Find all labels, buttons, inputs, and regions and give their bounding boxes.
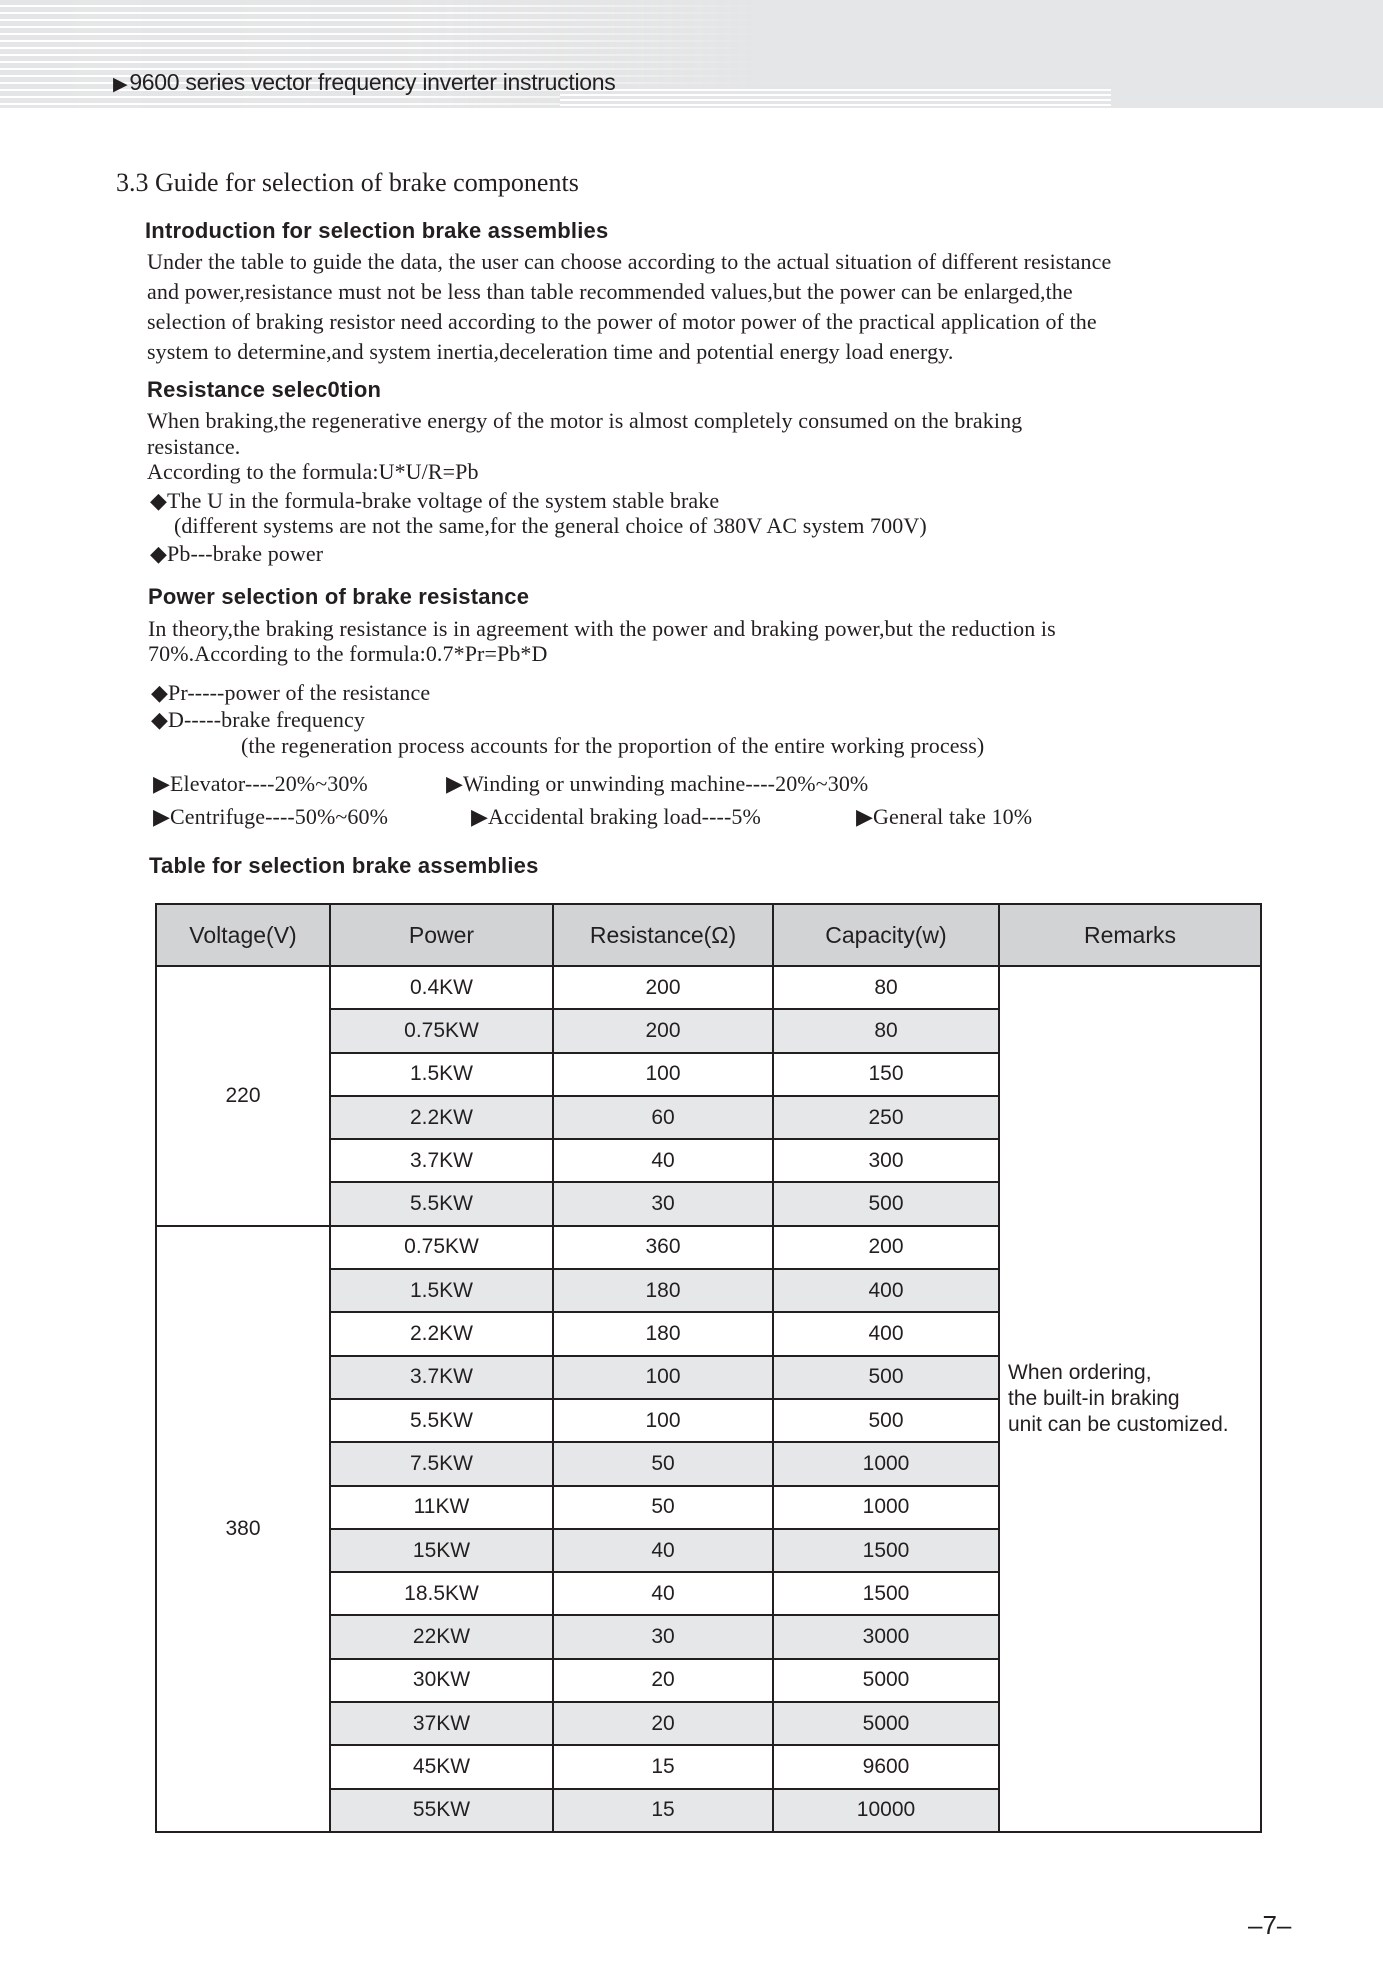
power-cell: 3.7KW — [330, 1356, 553, 1399]
power-cell: 55KW — [330, 1789, 553, 1832]
example-general: ▶General take 10% — [856, 804, 1033, 829]
intro-line: and power,resistance must not be less than table recommended values,but the power can be enlarged,the — [147, 279, 1073, 304]
power-cell: 18.5KW — [330, 1572, 553, 1615]
intro-line: selection of braking resistor need according to the power of motor power of the practical application of the — [147, 309, 1097, 334]
resistance-cell: 40 — [553, 1572, 773, 1615]
resistance-cell: 360 — [553, 1226, 773, 1269]
capacity-cell: 250 — [773, 1096, 999, 1139]
resistance-cell: 60 — [553, 1096, 773, 1139]
power-cell: 1.5KW — [330, 1053, 553, 1096]
formula-line: According to the formula:U*U/R=Pb — [147, 459, 479, 484]
capacity-cell: 500 — [773, 1182, 999, 1225]
example-elevator: ▶Elevator----20%~30% — [153, 771, 368, 796]
capacity-cell: 1500 — [773, 1529, 999, 1572]
power-cell: 5.5KW — [330, 1399, 553, 1442]
bullet-note: (the regeneration process accounts for the proportion of the entire working process) — [241, 733, 985, 758]
resistance-cell: 30 — [553, 1615, 773, 1658]
resistance-cell: 15 — [553, 1745, 773, 1788]
resistance-cell: 100 — [553, 1356, 773, 1399]
bullet-item: ◆Pr-----power of the resistance — [151, 680, 431, 705]
remarks-line: unit can be customized. — [1008, 1412, 1229, 1436]
example-centrifuge: ▶Centrifuge----50%~60% — [153, 804, 389, 829]
power-cell: 2.2KW — [330, 1312, 553, 1355]
power-selection-heading: Power selection of brake resistance — [148, 584, 530, 609]
resistance-cell: 100 — [553, 1053, 773, 1096]
capacity-cell: 300 — [773, 1139, 999, 1182]
formula-line: 70%.According to the formula:0.7*Pr=Pb*D — [148, 641, 548, 666]
resistance-selection-heading: Resistance selec0tion — [147, 377, 382, 402]
capacity-cell: 1000 — [773, 1486, 999, 1529]
triangle-marker-icon: ▶ — [113, 74, 128, 95]
capacity-cell: 400 — [773, 1269, 999, 1312]
column-header-power: Power — [330, 904, 553, 966]
example-accidental-load: ▶Accidental braking load----5% — [471, 804, 761, 829]
intro-line: system to determine,and system inertia,deceleration time and potential energy load energy. — [147, 339, 954, 364]
bullet-note: (different systems are not the same,for the general choice of 380V AC system 700V) — [174, 513, 927, 538]
resistance-cell: 50 — [553, 1486, 773, 1529]
column-header-capacity: Capacity(w) — [773, 904, 999, 966]
capacity-cell: 5000 — [773, 1659, 999, 1702]
header-stripes-decoration-right — [560, 86, 1111, 108]
brake-selection-table — [155, 903, 1262, 1833]
power-cell: 0.75KW — [330, 1226, 553, 1269]
power-line: In theory,the braking resistance is in agreement with the power and braking power,but the reduction is — [148, 616, 1056, 641]
capacity-cell: 1000 — [773, 1442, 999, 1485]
resistance-cell: 50 — [553, 1442, 773, 1485]
power-cell: 7.5KW — [330, 1442, 553, 1485]
table-caption: Table for selection brake assemblies — [149, 853, 539, 878]
power-cell: 37KW — [330, 1702, 553, 1745]
capacity-cell: 150 — [773, 1053, 999, 1096]
power-cell: 1.5KW — [330, 1269, 553, 1312]
resistance-line: resistance. — [147, 434, 241, 459]
resistance-cell: 20 — [553, 1659, 773, 1702]
example-winding: ▶Winding or unwinding machine----20%~30% — [446, 771, 869, 796]
bullet-item: ◆Pb---brake power — [150, 541, 324, 566]
remarks-line: the built-in braking — [1008, 1386, 1180, 1410]
resistance-cell: 200 — [553, 966, 773, 1009]
capacity-cell: 500 — [773, 1356, 999, 1399]
power-cell: 15KW — [330, 1529, 553, 1572]
running-header-title: 9600 series vector frequency inverter instructions — [129, 69, 616, 95]
power-cell: 0.75KW — [330, 1009, 553, 1052]
intro-heading: Introduction for selection brake assemblies — [145, 218, 609, 243]
capacity-cell: 80 — [773, 1009, 999, 1052]
power-cell: 5.5KW — [330, 1182, 553, 1225]
capacity-cell: 9600 — [773, 1745, 999, 1788]
resistance-cell: 15 — [553, 1789, 773, 1832]
power-cell: 30KW — [330, 1659, 553, 1702]
power-cell: 0.4KW — [330, 966, 553, 1009]
resistance-cell: 100 — [553, 1399, 773, 1442]
voltage-220-cell: 220 — [156, 966, 330, 1226]
capacity-cell: 400 — [773, 1312, 999, 1355]
resistance-line: When braking,the regenerative energy of the motor is almost completely consumed on the braking — [147, 408, 1023, 433]
capacity-cell: 3000 — [773, 1615, 999, 1658]
resistance-cell: 20 — [553, 1702, 773, 1745]
capacity-cell: 80 — [773, 966, 999, 1009]
power-cell: 3.7KW — [330, 1139, 553, 1182]
remarks-line: When ordering, — [1008, 1360, 1152, 1384]
capacity-cell: 1500 — [773, 1572, 999, 1615]
bullet-item: ◆The U in the formula-brake voltage of the system stable brake — [150, 488, 720, 513]
resistance-cell: 40 — [553, 1139, 773, 1182]
column-header-voltage: Voltage(V) — [156, 904, 330, 966]
bullet-item: ◆D-----brake frequency — [151, 707, 365, 732]
power-cell: 2.2KW — [330, 1096, 553, 1139]
resistance-cell: 180 — [553, 1312, 773, 1355]
power-cell: 22KW — [330, 1615, 553, 1658]
capacity-cell: 5000 — [773, 1702, 999, 1745]
table-header-row — [156, 904, 1261, 966]
resistance-cell: 200 — [553, 1009, 773, 1052]
column-header-resistance: Resistance(Ω) — [553, 904, 773, 966]
page-number: –7– — [1248, 1910, 1292, 1940]
resistance-cell: 180 — [553, 1269, 773, 1312]
column-header-remarks: Remarks — [999, 904, 1261, 966]
remarks-cell — [999, 966, 1261, 1832]
power-cell: 11KW — [330, 1486, 553, 1529]
capacity-cell: 10000 — [773, 1789, 999, 1832]
resistance-cell: 40 — [553, 1529, 773, 1572]
voltage-380-cell: 380 — [156, 1226, 330, 1832]
running-header — [113, 69, 615, 96]
intro-line: Under the table to guide the data, the user can choose according to the actual situation of different resistance — [147, 249, 1112, 274]
table-row — [156, 966, 1261, 1009]
capacity-cell: 200 — [773, 1226, 999, 1269]
resistance-cell: 30 — [553, 1182, 773, 1225]
power-cell: 45KW — [330, 1745, 553, 1788]
capacity-cell: 500 — [773, 1399, 999, 1442]
section-title: 3.3 Guide for selection of brake components — [116, 168, 579, 197]
